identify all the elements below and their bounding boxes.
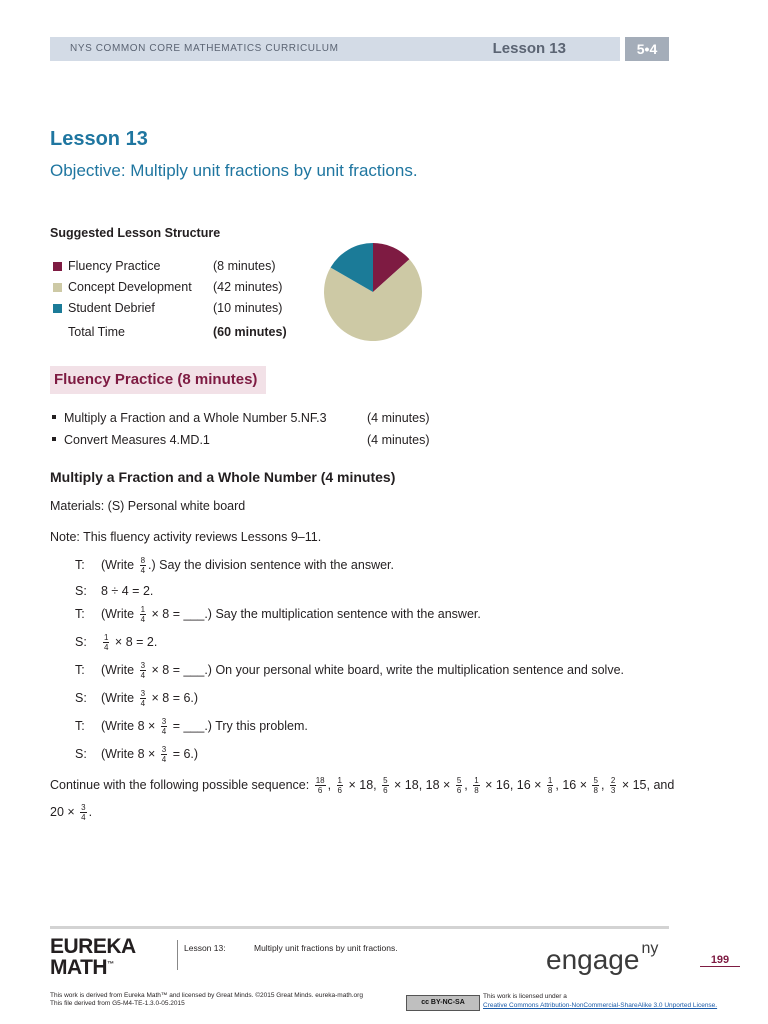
speaker: T: (75, 606, 85, 621)
dialogue-line-8: S: (Write 8 × $\frac{3}{4}$ = 6.) (75, 745, 199, 764)
speaker: T: (75, 718, 85, 733)
creative-commons-badge: cc BY-NC-SA (406, 995, 480, 1011)
fraction: $\frac{5}{6}$ (383, 776, 388, 795)
speaker: T: (75, 662, 85, 677)
materials-line: Materials: (S) Personal white board (50, 499, 246, 513)
fraction: $\frac{3}{4}$ (81, 803, 86, 822)
fraction: $\frac{3}{4}$ (140, 661, 146, 680)
fraction: $\frac{3}{4}$ (161, 745, 167, 764)
dialogue-line-2: S: 8 ÷ 4 = 2. (75, 584, 154, 598)
structure-time-concept: (42 minutes) (213, 280, 283, 294)
page-number: 199 (700, 954, 740, 967)
fluency-activity-2-time: (4 minutes) (367, 433, 430, 447)
footer-lesson: Lesson 13: (184, 943, 226, 953)
footer-lesson-title: Multiply unit fractions by unit fractions. (254, 943, 398, 953)
activity-heading: Multiply a Fraction and a Whole Number (4 minutes) (50, 469, 396, 485)
bullet (52, 437, 56, 441)
swatch-fluency (53, 262, 62, 271)
fraction: $\frac{3}{4}$ (161, 717, 167, 736)
sequence-line-1: Continue with the following possible sequence: $\frac{18}{6}$ , $\frac{1}{6}$ × 18, $\frac{5}{6}$ × 18, 18 × $\frac{5}{6}$ , $\frac{1}{8}$ × 16, 16 × $\frac{1}{8}$ , 16 × $\frac{5}{8}$ , $\frac{2}{3}$ × 15, and (50, 776, 675, 795)
dialogue-line-7: T: (Write 8 × $\frac{3}{4}$ = ___.) Try this problem. (75, 717, 308, 736)
lesson-title: Lesson 13 (50, 128, 148, 150)
bullet (52, 415, 56, 419)
total-time-value: (60 minutes) (213, 325, 287, 339)
module-badge: 5•4 (625, 37, 669, 61)
fraction: $\frac{1}{4}$ (104, 633, 109, 652)
speaker: S: (75, 690, 87, 705)
fraction: $\frac{1}{8}$ (547, 776, 553, 795)
speaker: S: (75, 584, 87, 598)
note-line: Note: This fluency activity reviews Lessons 9–11. (50, 530, 322, 544)
structure-item-concept: Concept Development (53, 280, 192, 294)
fluency-heading: Fluency Practice (8 minutes) (54, 371, 258, 388)
header-lesson: Lesson 13 (492, 40, 566, 57)
curriculum-name: NYS COMMON CORE MATHEMATICS CURRICULUM (70, 43, 339, 54)
footer-credit-1: This work is derived from Eureka Math™ and licensed by Great Minds. ©2015 Great Minds. eureka-math.org (50, 992, 363, 999)
lesson-objective: Objective: Multiply unit fractions by unit fractions. (50, 161, 418, 180)
fraction: $\frac{5}{8}$ (593, 776, 598, 795)
swatch-debrief (53, 304, 62, 313)
structure-heading: Suggested Lesson Structure (50, 226, 221, 240)
lesson-structure-pie-chart (323, 242, 423, 342)
dialogue-line-4: S: $\frac{1}{4}$ × 8 = 2. (75, 633, 158, 652)
header-band (50, 37, 620, 61)
footer-divider (177, 940, 178, 970)
dialogue-line-3: T: (Write $\frac{1}{4}$ × 8 = ___.) Say the multiplication sentence with the answer. (75, 605, 481, 624)
total-time-label: Total Time (68, 325, 125, 339)
structure-item-debrief: Student Debrief (53, 301, 155, 315)
dialogue-line-6: S: (Write $\frac{3}{4}$ × 8 = 6.) (75, 689, 199, 708)
speaker: S: (75, 634, 87, 649)
fluency-activity-1-time: (4 minutes) (367, 411, 430, 425)
fraction: $\frac{1}{8}$ (474, 776, 479, 795)
dialogue-line-5: T: (Write $\frac{3}{4}$ × 8 = ___.) On your personal white board, write the multiplication sentence and solve. (75, 661, 624, 680)
fraction: $\frac{5}{6}$ (456, 776, 462, 795)
fraction: $\frac{2}{3}$ (610, 776, 616, 795)
engageny-logo: engage $^{ny}$ (546, 940, 659, 975)
fluency-activity-1: Multiply a Fraction and a Whole Number 5.NF.3 (52, 411, 327, 425)
fraction: $\frac{3}{4}$ (140, 689, 146, 708)
fraction: $\frac{8}{4}$ (140, 556, 146, 575)
structure-time-debrief: (10 minutes) (213, 301, 283, 315)
fluency-activity-2: Convert Measures 4.MD.1 (52, 433, 210, 447)
fraction: $\frac{18}{6}$ (315, 776, 325, 795)
license-link[interactable]: Creative Commons Attribution-NonCommercial-ShareAlike 3.0 Unported License. (483, 1002, 718, 1009)
page-header (50, 37, 669, 61)
eureka-math-logo: EUREKA MATH™ (50, 935, 136, 979)
structure-item-fluency: Fluency Practice (53, 259, 160, 273)
footer-rule (50, 926, 669, 929)
footer-credit-2: This file derived from G5-M4-TE-1.3.0-05.2015 (50, 1000, 185, 1007)
sequence-line-2: 20 × $\frac{3}{4}$ . (50, 803, 93, 822)
fraction: $\frac{1}{4}$ (140, 605, 146, 624)
speaker: S: (75, 746, 87, 761)
fraction: $\frac{1}{6}$ (337, 776, 342, 795)
speaker: T: (75, 557, 85, 572)
dialogue-line-1: T: (Write $\frac{8}{4}$ .) Say the division sentence with the answer. (75, 556, 394, 575)
swatch-concept (53, 283, 62, 292)
license-text: This work is licensed under a (483, 993, 567, 1000)
structure-time-fluency: (8 minutes) (213, 259, 276, 273)
